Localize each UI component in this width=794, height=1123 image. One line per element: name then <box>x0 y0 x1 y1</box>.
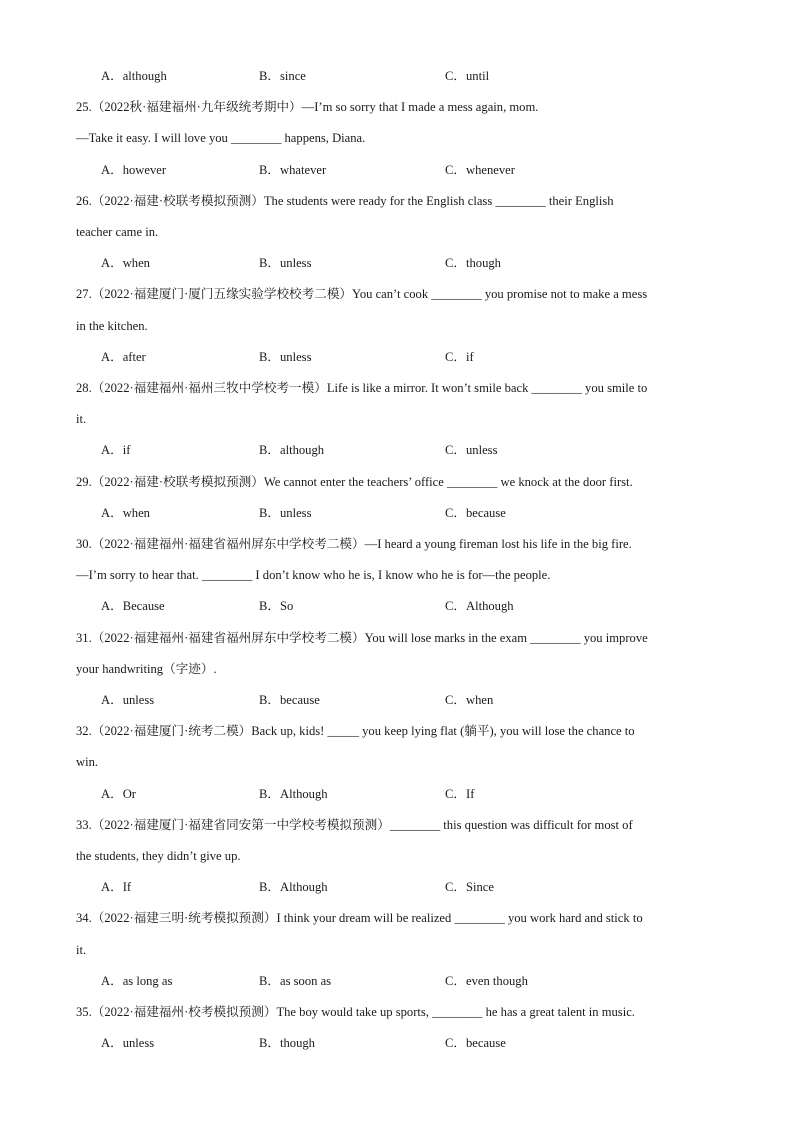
option-a: A．Or <box>101 786 136 801</box>
question-text: 33.（2022·福建厦门·福建省同安第一中学校考模拟预测）________ this question was difficult for most of <box>76 817 633 832</box>
answer-options <box>101 786 741 802</box>
question-text: 29.（2022·福建·校联考模拟预测）We cannot enter the teachers’ office ________ we knock at the door first. <box>76 474 633 489</box>
answer-options <box>101 349 741 365</box>
question-text: your handwriting（字迹）. <box>76 661 217 676</box>
option-b: B．although <box>259 443 325 458</box>
option-a: A．when <box>101 256 150 271</box>
answer-options <box>101 973 741 989</box>
option-b: B．unless <box>259 349 312 364</box>
option-a: A．however <box>101 162 167 177</box>
question-text: 30.（2022·福建福州·福建省福州屏东中学校考二模）—I heard a young fireman lost his life in the big fire. <box>76 537 632 551</box>
option-a: A．after <box>101 349 146 364</box>
question-text: 28.（2022·福建福州·福州三牧中学校考一模）Life is like a mirror. It won’t smile back ________ you smile to <box>76 381 648 395</box>
question-text: the students, they didn’t give up. <box>76 849 241 863</box>
answer-options <box>101 442 741 458</box>
option-a: A．unless <box>101 1036 155 1051</box>
question-text: teacher came in. <box>76 225 159 239</box>
option-c: C．if <box>445 349 474 364</box>
option-b: B．because <box>259 693 320 707</box>
option-c: C．until <box>445 69 490 83</box>
answer-options <box>101 1035 741 1051</box>
option-c: C．unless <box>445 443 498 458</box>
question-text: 25.（2022秋·福建福州·九年级统考期中）—I’m so sorry that I made a mess again, mom. <box>76 100 539 115</box>
option-b: B．whatever <box>259 162 327 177</box>
answer-options <box>101 68 741 84</box>
answer-options <box>101 255 741 271</box>
option-b: B．So <box>259 599 294 614</box>
option-b: B．since <box>259 69 306 83</box>
option-c: C．because <box>445 505 506 520</box>
option-c: C．whenever <box>445 162 515 177</box>
option-c: C．Although <box>445 599 514 614</box>
option-c: C．though <box>445 256 501 271</box>
option-b: B．as soon as <box>259 973 332 988</box>
option-b: B．Although <box>259 786 328 801</box>
question-text: 26.（2022·福建·校联考模拟预测）The students were ready for the English class ________ their English <box>76 193 614 208</box>
question-text: 32.（2022·福建厦门·统考二模）Back up, kids! _____ you keep lying flat (躺平), you will lose the chance to <box>76 724 635 739</box>
option-c: C．If <box>445 786 475 801</box>
option-a: A．If <box>101 880 132 895</box>
option-c: C．even though <box>445 973 528 988</box>
option-a: A．if <box>101 443 131 458</box>
option-a: A．when <box>101 505 150 520</box>
option-a: A．although <box>101 69 167 83</box>
option-a: A．as long as <box>101 973 173 988</box>
option-b: B．Although <box>259 880 328 895</box>
answer-options <box>101 879 741 895</box>
answer-options <box>101 692 741 708</box>
option-a: A．Because <box>101 599 165 614</box>
question-text: it. <box>76 412 87 427</box>
question-text: —I’m sorry to hear that. ________ I don’t know who he is, I know who he is for—the people. <box>76 568 551 583</box>
option-b: B．though <box>259 1036 315 1051</box>
option-a: A．unless <box>101 693 155 707</box>
option-c: C．because <box>445 1036 506 1051</box>
question-text: it. <box>76 942 87 957</box>
question-text: 27.（2022·福建厦门·厦门五缘实验学校校考二模）You can’t cook ________ you promise not to make a mess <box>76 287 648 302</box>
option-b: B．unless <box>259 505 312 520</box>
option-c: C．when <box>445 693 494 707</box>
question-text: —Take it easy. I will love you ________ happens, Diana. <box>76 131 366 146</box>
answer-options <box>101 505 741 521</box>
question-text: in the kitchen. <box>76 318 148 333</box>
answer-options <box>101 162 741 178</box>
answer-options <box>101 598 741 614</box>
question-text: 34.（2022·福建三明·统考模拟预测）I think your dream will be realized ________ you work hard and stick to <box>76 911 643 926</box>
question-text: 35.（2022·福建福州·校考模拟预测）The boy would take up sports, ________ he has a great talent in music. <box>76 1005 635 1019</box>
option-b: B．unless <box>259 256 312 271</box>
question-text: 31.（2022·福建福州·福建省福州屏东中学校考二模）You will lose marks in the exam ________ you improve <box>76 630 648 645</box>
question-text: win. <box>76 755 99 770</box>
option-c: C．Since <box>445 880 494 895</box>
